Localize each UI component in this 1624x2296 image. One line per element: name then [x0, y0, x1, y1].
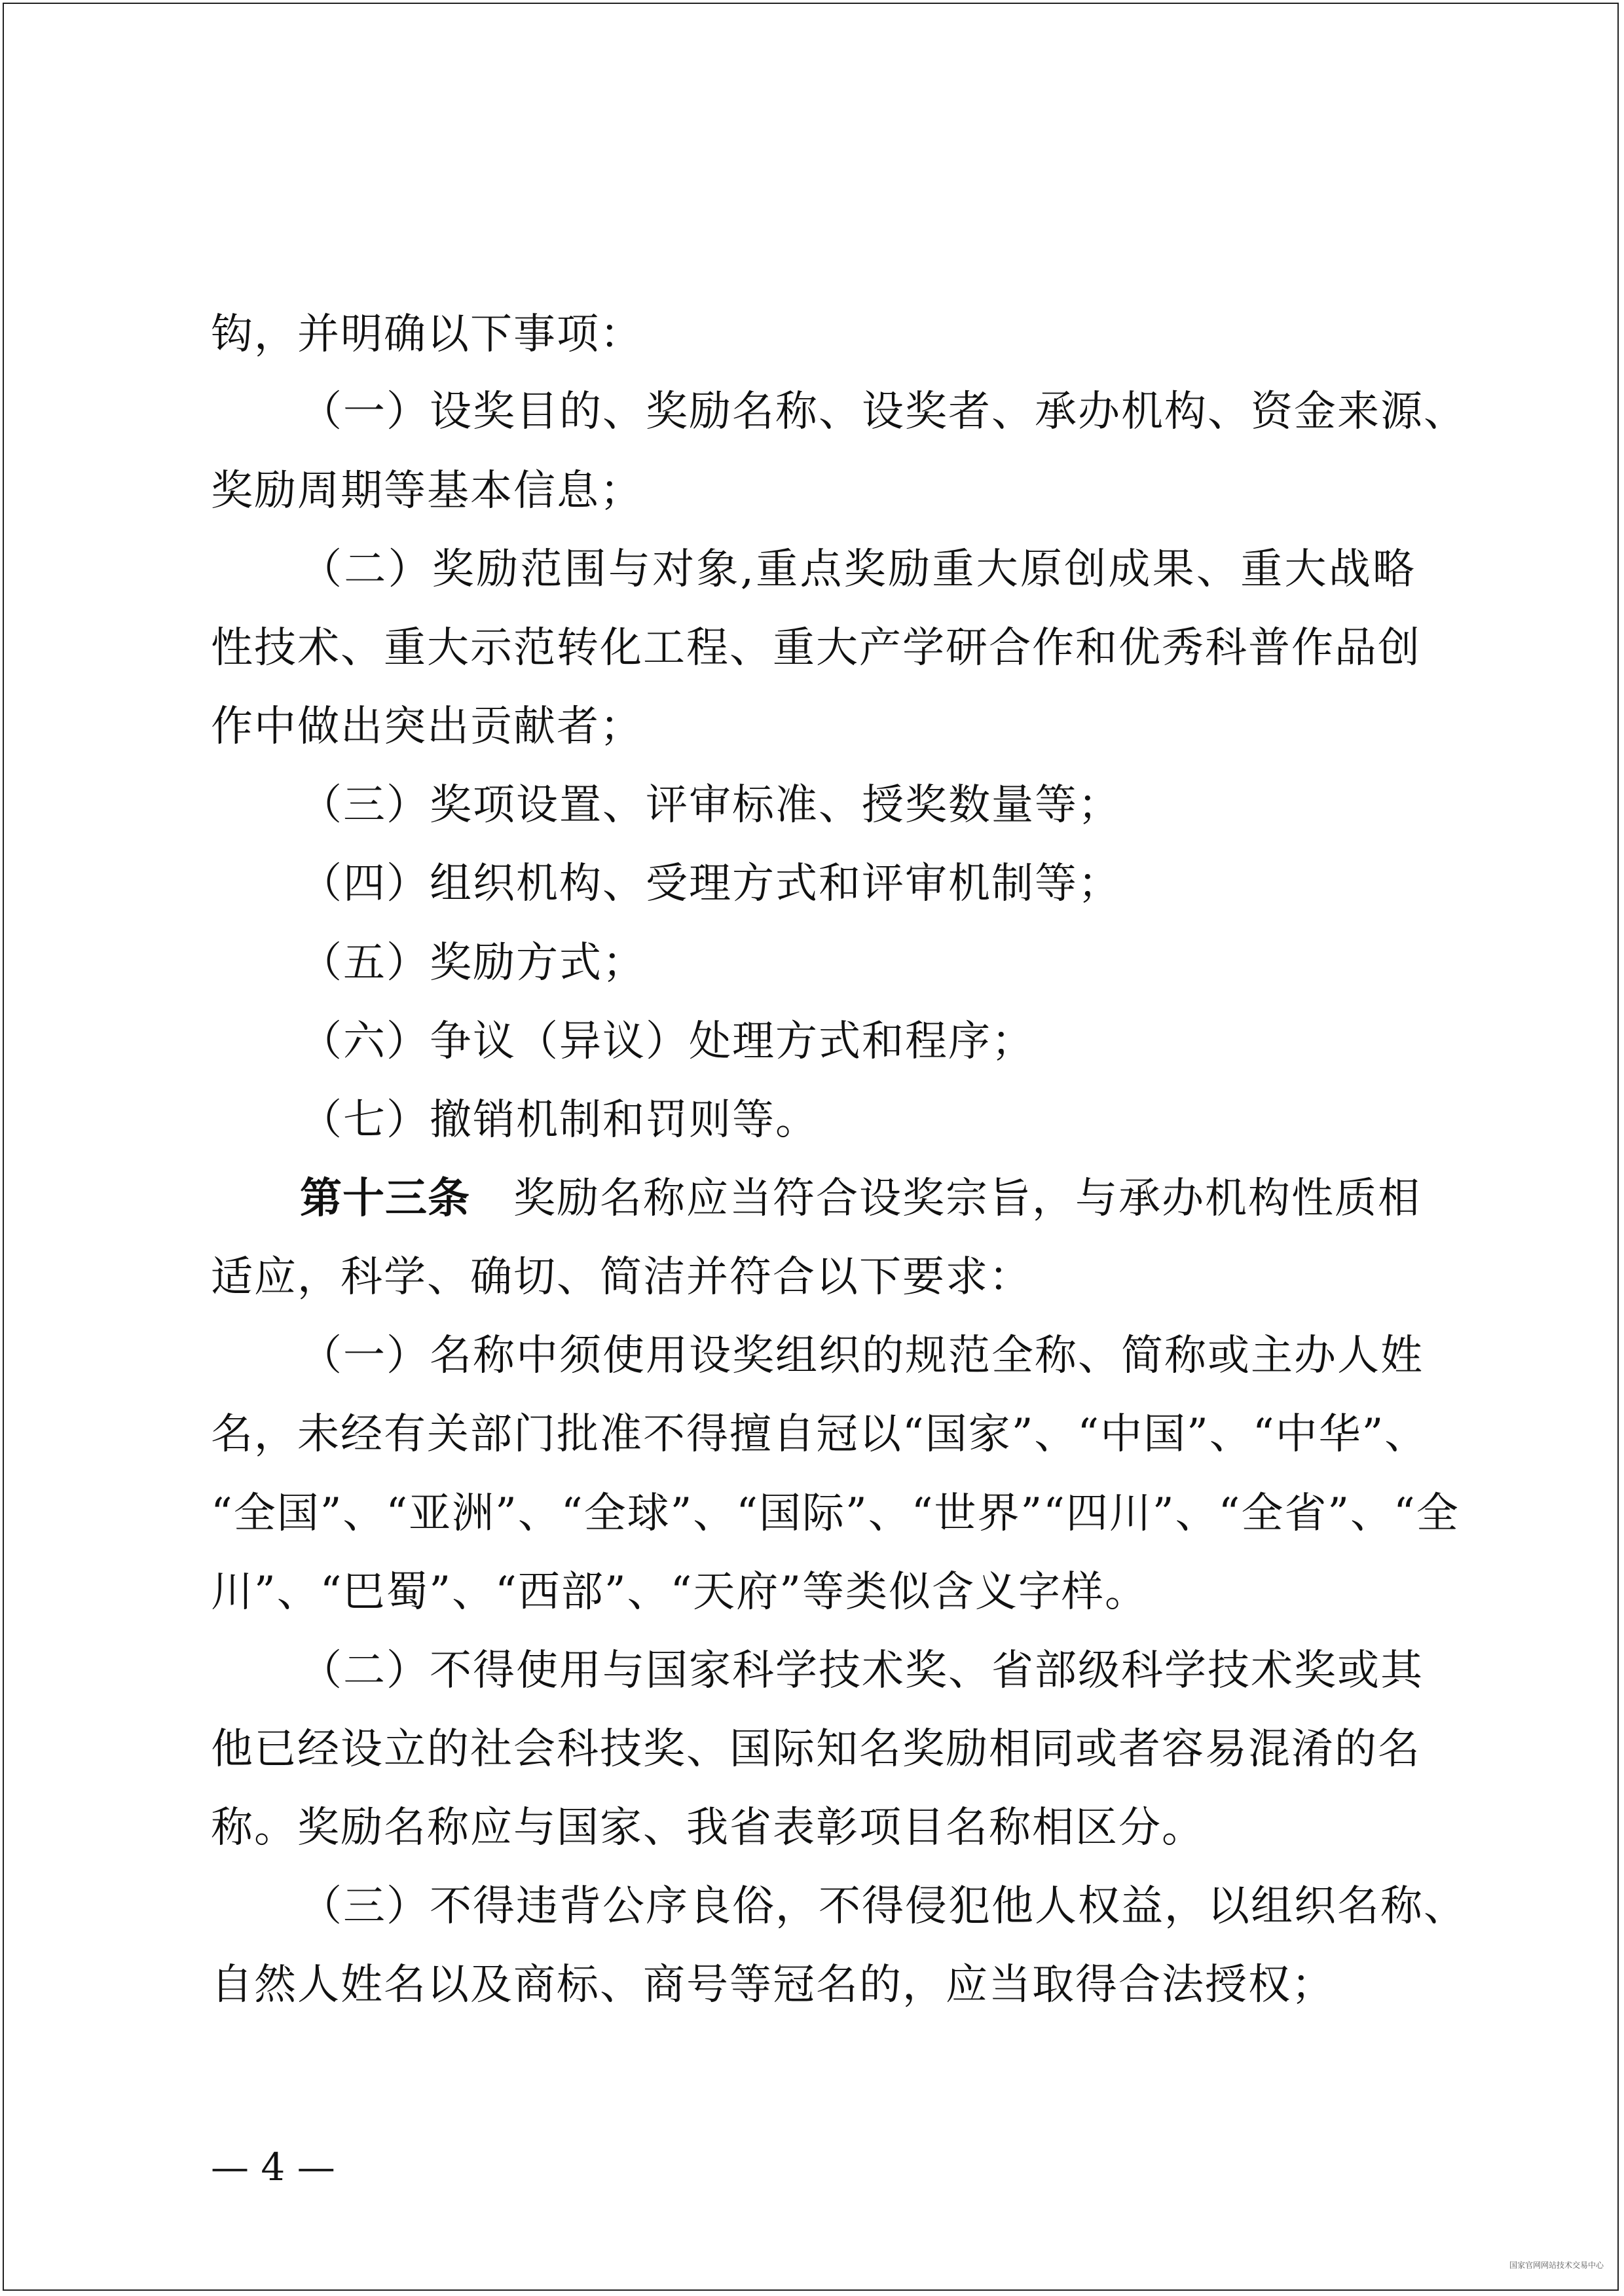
- text-line-3: 奖励周期等基本信息；: [211, 467, 643, 515]
- text-line-2: （一）设奖目的、奖励名称、设奖者、承办机构、资金来源、: [300, 388, 1467, 436]
- page-number: — 4 —: [211, 2145, 335, 2189]
- text-line-20: 称。奖励名称应与国家、我省表彰项目名称相区分。: [211, 1804, 1205, 1852]
- text-line-18: （二）不得使用与国家科学技术奖、省部级科学技术奖或其: [300, 1647, 1424, 1695]
- text-line-17: 川”、“巴蜀”、“西部”、“天府”等类似含义字样。: [211, 1568, 1149, 1616]
- text-line-19: 他已经设立的社会科技奖、国际知名奖励相同或者容易混淆的名: [211, 1725, 1421, 1774]
- text-line-6: 作中做出突出贡献者；: [211, 702, 643, 751]
- text-line-10: （六）争议（异议）处理方式和程序；: [300, 1017, 1035, 1066]
- text-line-4: （二）奖励范围与对象,重点奖励重大原创成果、重大战略: [300, 545, 1416, 594]
- footer-note: 国家官网网站技术交易中心: [1509, 2261, 1604, 2270]
- text-line-12: 奖励名称应当符合设奖宗旨，与承办机构性质相: [513, 1175, 1421, 1223]
- article-heading: 第十三条: [300, 1175, 470, 1223]
- text-line-15: 名，未经有关部门批准不得擅自冠以“国家”、“中国”、“中华”、: [211, 1410, 1428, 1459]
- text-line-14: （一）名称中须使用设奖组织的规范全称、简称或主办人姓: [300, 1332, 1424, 1380]
- text-line-8: （四）组织机构、受理方式和评审机制等；: [300, 860, 1121, 908]
- text-line-13: 适应，科学、确切、简洁并符合以下要求：: [211, 1253, 1032, 1302]
- text-line-7: （三）奖项设置、评审标准、授奖数量等；: [300, 781, 1121, 829]
- text-line-9: （五）奖励方式；: [300, 939, 646, 987]
- text-line-16: “全国”、“亚洲”、“全球”、“国际”、“世界”“四川”、“全省”、“全: [211, 1489, 1460, 1538]
- text-line-5: 性技术、重大示范转化工程、重大产学研合作和优秀科普作品创: [211, 624, 1421, 672]
- text-line-21: （三）不得违背公序良俗，不得侵犯他人权益，以组织名称、: [300, 1882, 1467, 1931]
- text-line-1: 钩，并明确以下事项：: [211, 310, 643, 359]
- text-line-11: （七）撤销机制和罚则等。: [300, 1096, 819, 1144]
- text-line-22: 自然人姓名以及商标、商号等冠名的，应当取得合法授权；: [211, 1961, 1335, 2009]
